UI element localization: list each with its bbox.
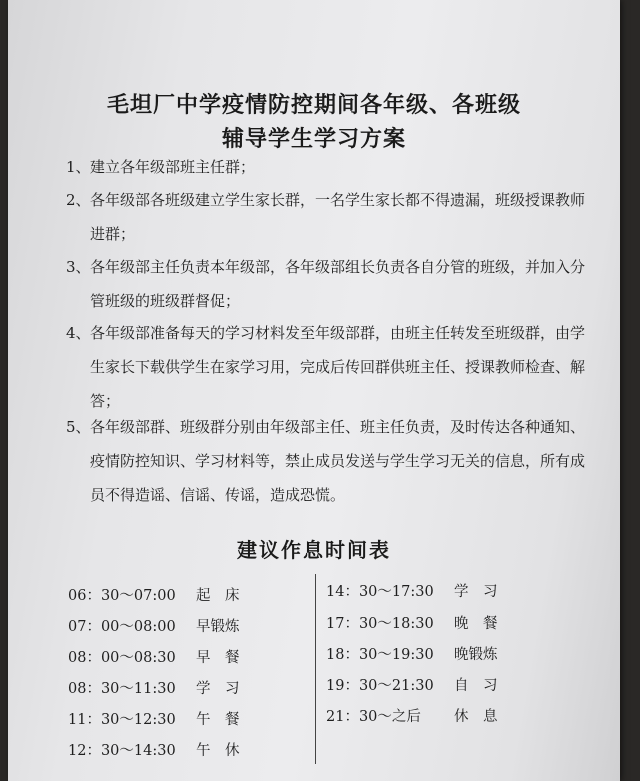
- schedule-time: 18：30～19:30: [326, 647, 434, 663]
- schedule-row: [68, 615, 240, 636]
- schedule-row: [68, 708, 240, 729]
- schedule-activity: 学 习: [454, 584, 498, 600]
- schedule-row: [68, 739, 240, 760]
- schedule-time: 08：00～08:30: [68, 650, 176, 666]
- schedule-activity: 休 息: [454, 709, 498, 725]
- schedule-row: [326, 643, 498, 664]
- plan-item-1: [66, 150, 586, 184]
- schedule-title: 建议作息时间表: [237, 538, 391, 562]
- schedule-row: [326, 580, 498, 601]
- plan-item-number: 4、: [66, 324, 91, 342]
- schedule-time: 14：30～17:30: [326, 584, 434, 600]
- schedule-activity: 自 习: [454, 678, 498, 694]
- schedule-row: [326, 612, 498, 633]
- schedule-time: 17：30～18:30: [326, 616, 434, 632]
- schedule-activity: 早锻炼: [196, 619, 240, 635]
- plan-item-3: [66, 250, 586, 318]
- schedule-activity: 晚锻炼: [454, 647, 498, 663]
- plan-item-number: 5、: [66, 418, 91, 436]
- schedule-time: 08：30～11:30: [68, 681, 176, 697]
- plan-item-text: 各年级部群、班级群分别由年级部主任、班主任负责，及时传达各种通知、疫情防控知识、学习材料等，禁止成员发送与学生学习无关的信息，所有成员不得造谣、信谣、传谣，造成恐慌。: [90, 418, 586, 504]
- schedule-time: 12：30～14:30: [68, 743, 176, 759]
- plan-item-text: 各年级部主任负责本年级部，各年级部组长负责各自分管的班级，并加入分管班级的班级群督促；: [90, 258, 586, 310]
- plan-item-text: 各年级部准备每天的学习材料发至年级部群，由班主任转发至班级群，由学生家长下载供学生在家学习用，完成后传回群供班主任、授课教师检查、解答；: [90, 324, 586, 410]
- schedule-activity: 午 餐: [196, 712, 240, 728]
- schedule-activity: 午 休: [196, 743, 240, 759]
- document-page: [8, 0, 620, 781]
- schedule-row: [68, 584, 240, 605]
- schedule-divider: [315, 574, 316, 764]
- plan-item-2: [66, 183, 586, 251]
- schedule-row: [68, 646, 240, 667]
- schedule-time: 06：30～07:00: [68, 588, 176, 604]
- schedule-time: 07：00～08:00: [68, 619, 176, 635]
- schedule-activity: 晚 餐: [454, 616, 498, 632]
- plan-item-text: 各年级部各班级建立学生家长群，一名学生家长都不得遗漏，班级授课教师进群；: [90, 191, 586, 243]
- schedule-time: 21：30～之后: [326, 709, 421, 725]
- schedule-activity: 学 习: [196, 681, 240, 697]
- schedule-row: [326, 674, 498, 695]
- schedule-activity: 早 餐: [196, 650, 240, 666]
- schedule-row: [68, 677, 240, 698]
- schedule-activity: 起 床: [196, 588, 240, 604]
- plan-item-4: [66, 316, 586, 418]
- plan-item-number: 2、: [66, 191, 91, 209]
- plan-item-5: [66, 410, 586, 512]
- document-title-line1: 毛坦厂中学疫情防控期间各年级、各班级: [106, 93, 521, 118]
- plan-item-text: 建立各年级部班主任群；: [90, 158, 256, 176]
- plan-item-number: 3、: [66, 258, 91, 276]
- schedule-row: [326, 705, 498, 726]
- schedule-time: 19：30～21:30: [326, 678, 434, 694]
- schedule-time: 11：30～12:30: [68, 712, 176, 728]
- plan-item-number: 1、: [66, 158, 91, 176]
- document-title-line2: 辅导学生学习方案: [221, 127, 406, 152]
